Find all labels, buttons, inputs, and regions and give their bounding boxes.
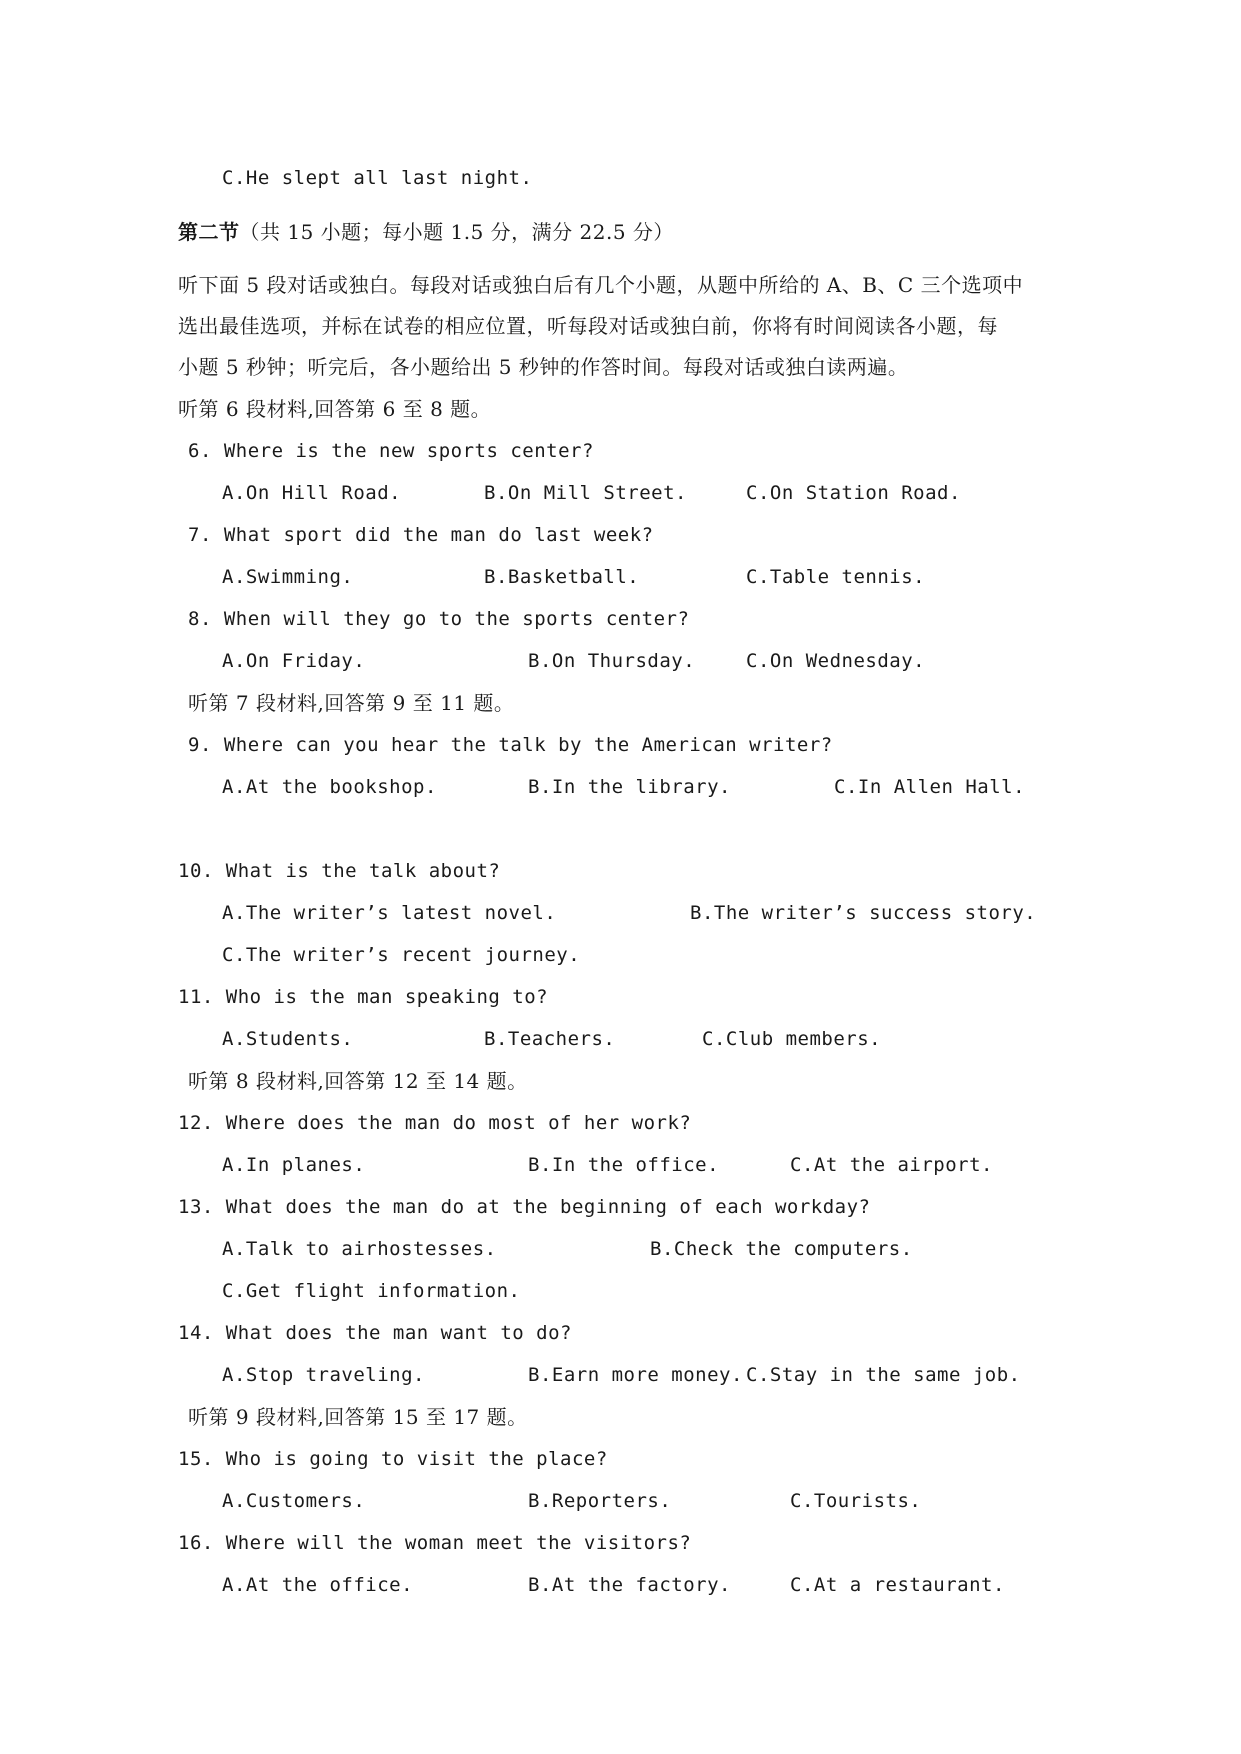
question-7-stem: 7. What sport did the man do last week? [188, 524, 654, 546]
question-15-option-b: B.Reporters. [528, 1490, 672, 1512]
question-13-option-c: C.Get flight information. [222, 1280, 521, 1302]
question-9-option-a: A.At the bookshop. [222, 776, 437, 798]
question-11-option-a: A.Students. [222, 1028, 354, 1050]
section-note: （共 15 小题；每小题 1.5 分，满分 22.5 分） [239, 220, 674, 244]
question-10-option-c: C.The writer’s recent journey. [222, 944, 581, 966]
question-16-option-b: B.At the factory. [528, 1574, 731, 1596]
segment-7-heading: 听第 7 段材料,回答第 9 至 11 题。 [188, 691, 515, 715]
question-6-option-c: C.On Station Road. [746, 482, 961, 504]
question-12-option-c: C.At the airport. [790, 1154, 993, 1176]
option-c-previous: C.He slept all last night. [222, 167, 533, 189]
question-13-stem: 13. What does the man do at the beginning of each workday? [178, 1196, 871, 1218]
question-11-stem: 11. Who is the man speaking to? [178, 986, 549, 1008]
question-15-stem: 15. Who is going to visit the place? [178, 1448, 608, 1470]
question-10-stem: 10. What is the talk about? [178, 860, 501, 882]
question-6-option-b: B.On Mill Street. [484, 482, 687, 504]
segment-9-heading: 听第 9 段材料,回答第 15 至 17 题。 [188, 1405, 528, 1429]
question-12-option-b: B.In the office. [528, 1154, 720, 1176]
question-9-stem: 9. Where can you hear the talk by the American writer? [188, 734, 833, 756]
question-9-option-b: B.In the library. [528, 776, 731, 798]
question-14-stem: 14. What does the man want to do? [178, 1322, 572, 1344]
question-13-option-b: B.Check the computers. [650, 1238, 913, 1260]
question-11-option-b: B.Teachers. [484, 1028, 616, 1050]
question-13-option-a: A.Talk to airhostesses. [222, 1238, 497, 1260]
question-16-option-c: C.At a restaurant. [790, 1574, 1005, 1596]
question-10-option-b: B.The writer’s success story. [690, 902, 1037, 924]
question-15-option-a: A.Customers. [222, 1490, 366, 1512]
question-12-stem: 12. Where does the man do most of her work? [178, 1112, 692, 1134]
question-7-option-a: A.Swimming. [222, 566, 354, 588]
question-7-option-c: C.Table tennis. [746, 566, 926, 588]
section-heading [178, 218, 674, 246]
question-7-option-b: B.Basketball. [484, 566, 640, 588]
question-6-option-a: A.On Hill Road. [222, 482, 402, 504]
segment-8-heading: 听第 8 段材料,回答第 12 至 14 题。 [188, 1069, 528, 1093]
section-title: 第二节 [178, 220, 240, 244]
question-8-option-c: C.On Wednesday. [746, 650, 926, 672]
question-14-option-b: B.Earn more money. [528, 1364, 743, 1386]
question-12-option-a: A.In planes. [222, 1154, 366, 1176]
question-8-option-a: A.On Friday. [222, 650, 366, 672]
question-14-option-a: A.Stop traveling. [222, 1364, 425, 1386]
question-8-stem: 8. When will they go to the sports center? [188, 608, 690, 630]
question-10-option-a: A.The writer’s latest novel. [222, 902, 557, 924]
question-8-option-b: B.On Thursday. [528, 650, 696, 672]
question-11-option-c: C.Club members. [702, 1028, 882, 1050]
question-16-stem: 16. Where will the woman meet the visitors? [178, 1532, 692, 1554]
segment-6-heading: 听第 6 段材料,回答第 6 至 8 题。 [178, 397, 492, 421]
instruction-line-3: 小题 5 秒钟；听完后，各小题给出 5 秒钟的作答时间。每段对话或独白读两遍。 [178, 355, 909, 379]
question-15-option-c: C.Tourists. [790, 1490, 922, 1512]
question-14-option-c: C.Stay in the same job. [746, 1364, 1021, 1386]
instruction-line-2: 选出最佳选项，并标在试卷的相应位置，听每段对话或独白前，你将有时间阅读各小题，每 [178, 314, 998, 338]
instruction-line-1: 听下面 5 段对话或独白。每段对话或独白后有几个小题，从题中所给的 A、B、C 三个选项中 [178, 273, 1024, 297]
question-16-option-a: A.At the office. [222, 1574, 414, 1596]
question-9-option-c: C.In Allen Hall. [834, 776, 1026, 798]
question-6-stem: 6. Where is the new sports center? [188, 440, 594, 462]
